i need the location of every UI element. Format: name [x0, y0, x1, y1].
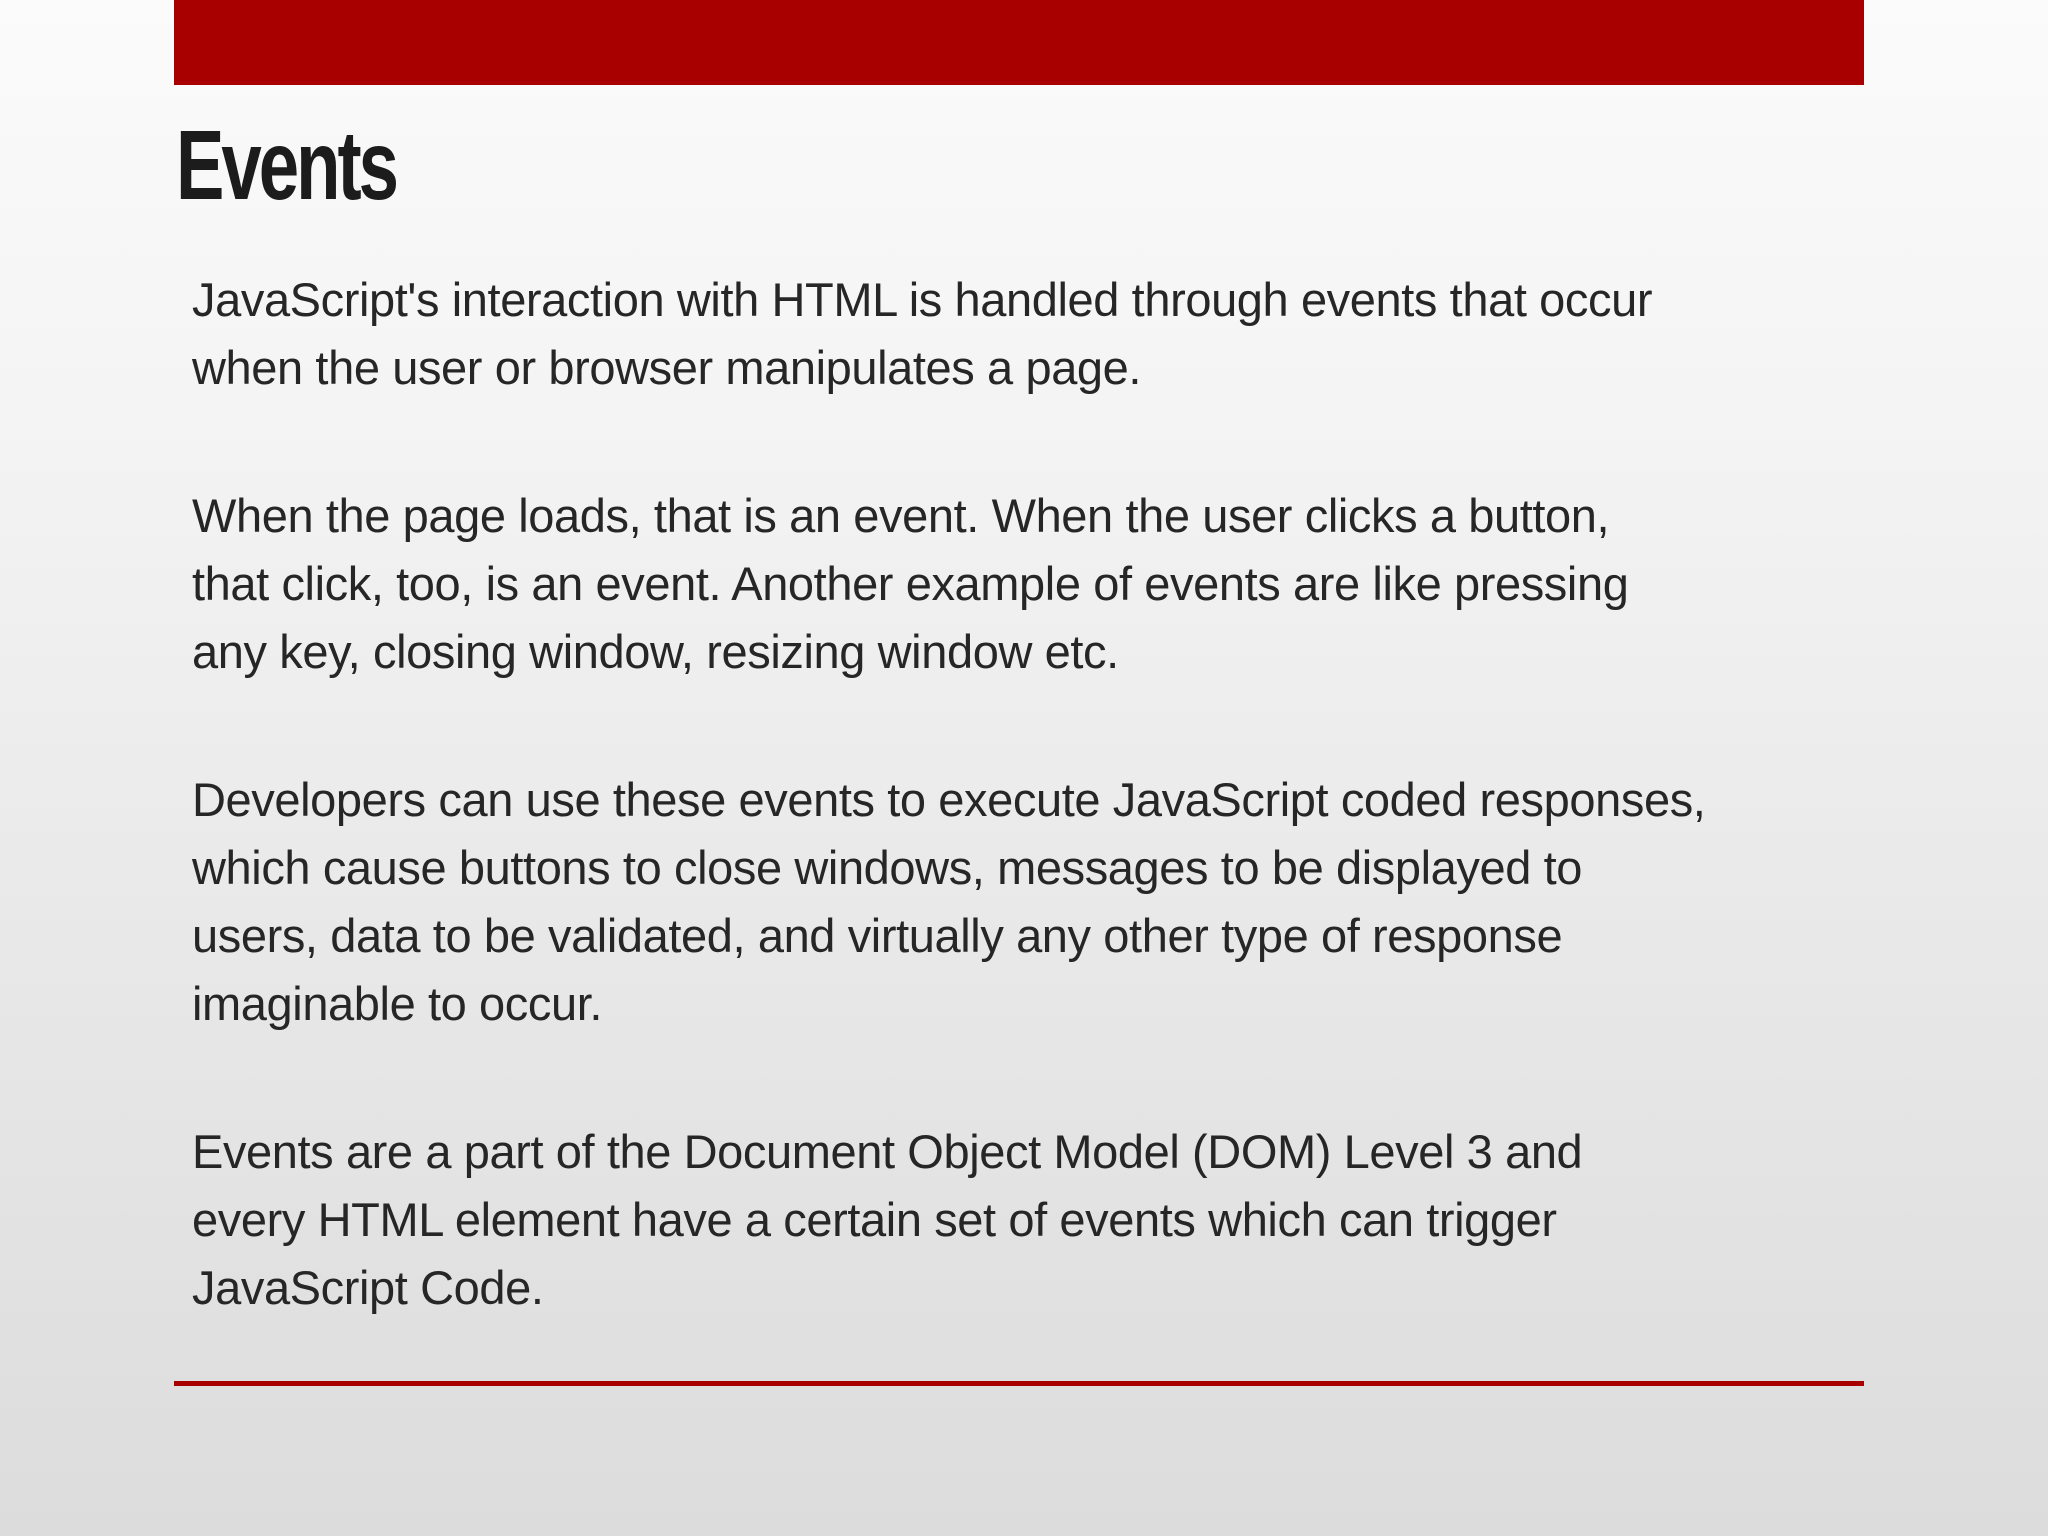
paragraph-1-line-2: when the user or browser manipulates a page.: [192, 341, 1142, 394]
paragraph-4-line-1: Events are a part of the Document Object Model (DOM) Level 3 and: [192, 1125, 1583, 1178]
paragraph-4-line-3: JavaScript Code.: [192, 1261, 544, 1314]
bottom-accent-rule: [174, 1381, 1864, 1386]
paragraph-4: [192, 1118, 1882, 1322]
slide-body: [192, 266, 1882, 1402]
paragraph-3: [192, 766, 1882, 1038]
paragraph-1-line-1: JavaScript's interaction with HTML is handled through events that occur: [192, 273, 1653, 326]
paragraph-3-line-4: imaginable to occur.: [192, 977, 603, 1030]
paragraph-3-line-1: Developers can use these events to execute JavaScript coded responses,: [192, 773, 1706, 826]
paragraph-3-line-3: users, data to be validated, and virtually any other type of response: [192, 909, 1563, 962]
top-accent-bar: [174, 0, 1864, 85]
slide-title: Events: [176, 110, 397, 220]
paragraph-3-line-2: which cause buttons to close windows, messages to be displayed to: [192, 841, 1583, 894]
paragraph-1: [192, 266, 1882, 402]
paragraph-2: [192, 482, 1882, 686]
paragraph-2-line-1: When the page loads, that is an event. When the user clicks a button,: [192, 489, 1610, 542]
paragraph-2-line-3: any key, closing window, resizing window etc.: [192, 625, 1119, 678]
paragraph-2-line-2: that click, too, is an event. Another example of events are like pressing: [192, 557, 1629, 610]
paragraph-4-line-2: every HTML element have a certain set of events which can trigger: [192, 1193, 1557, 1246]
